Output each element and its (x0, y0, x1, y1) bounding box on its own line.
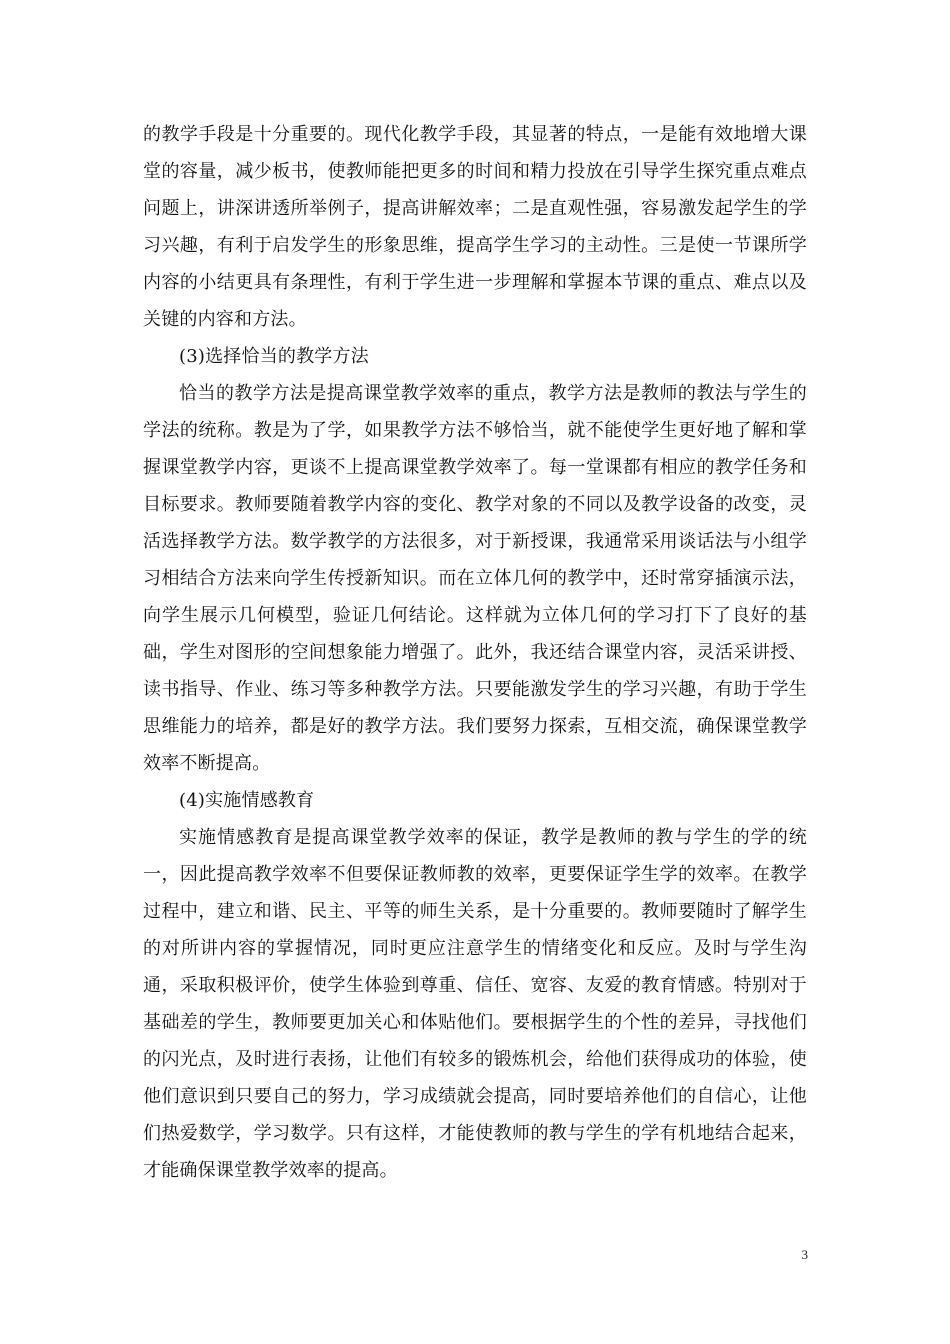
document-body (143, 116, 807, 1189)
paragraph-teaching-means-continued: 的教学手段是十分重要的。现代化教学手段，其显著的特点，一是能有效地增大课堂的容量，减少板书，使教师能把更多的时间和精力投放在引导学生探究重点难点问题上，讲深讲透所举例子，提高讲解效率；二是直观性强，容易激发起学生的学习兴趣，有利于启发学生的形象思维，提高学生学习的主动性。三是使一节课所学内容的小结更具有条理性，有利于学生进一步理解和掌握本节课的重点、难点以及关键的内容和方法。 (143, 124, 807, 330)
page-number: 3 (801, 1247, 808, 1262)
section-heading-choose-methods: (3)选择恰当的教学方法 (179, 346, 369, 367)
paragraph-emotional-education: 实施情感教育是提高课堂教学效率的保证，教学是教师的教与学生的学的统一，因此提高教学效率不但要保证教师教的效率，更要保证学生学的效率。在教学过程中，建立和谐、民主、平等的师生关系，是十分重要的。教师要随时了解学生的对所讲内容的掌握情况，同时更应注意学生的情绪变化和反应。及时与学生沟通，采取积极评价，使学生体验到尊重、信任、宽容、友爱的教育情感。特别对于基础差的学生，教师要更加关心和体贴他们。要根据学生的个性的差异，寻找他们的闪光点，及时进行表扬，让他们有较多的锻炼机会，给他们获得成功的体验，使他们意识到只要自己的努力，学习成绩就会提高，同时要培养他们的自信心，让他们热爱数学，学习数学。只有这样，才能使教师的教与学生的学有机地结合起来，才能确保课堂教学效率的提高。 (143, 827, 807, 1181)
paragraph-teaching-methods: 恰当的教学方法是提高课堂教学效率的重点，教学方法是教师的教法与学生的学法的统称。教是为了学，如果教学方法不够恰当，就不能使学生更好地了解和掌握课堂教学内容，更谈不上提高课堂教学效率了。每一堂课都有相应的教学任务和目标要求。教师要随着教学内容的变化、教学对象的不同以及教学设备的改变，灵活选择教学方法。数学教学的方法很多，对于新授课，我通常采用谈话法与小组学习相结合方法来向学生传授新知识。而在立体几何的教学中，还时常穿插演示法，向学生展示几何模型，验证几何结论。这样就为立体几何的学习打下了良好的基础，学生对图形的空间想象能力增强了。此外，我还结合课堂内容，灵活采讲授、读书指导、作业、练习等多种教学方法。只要能激发学生的学习兴趣，有助于学生思维能力的培养，都是好的教学方法。我们要努力探索，互相交流，确保课堂教学效率不断提高。 (143, 383, 807, 774)
section-heading-emotional-education: (4)实施情感教育 (179, 790, 315, 811)
